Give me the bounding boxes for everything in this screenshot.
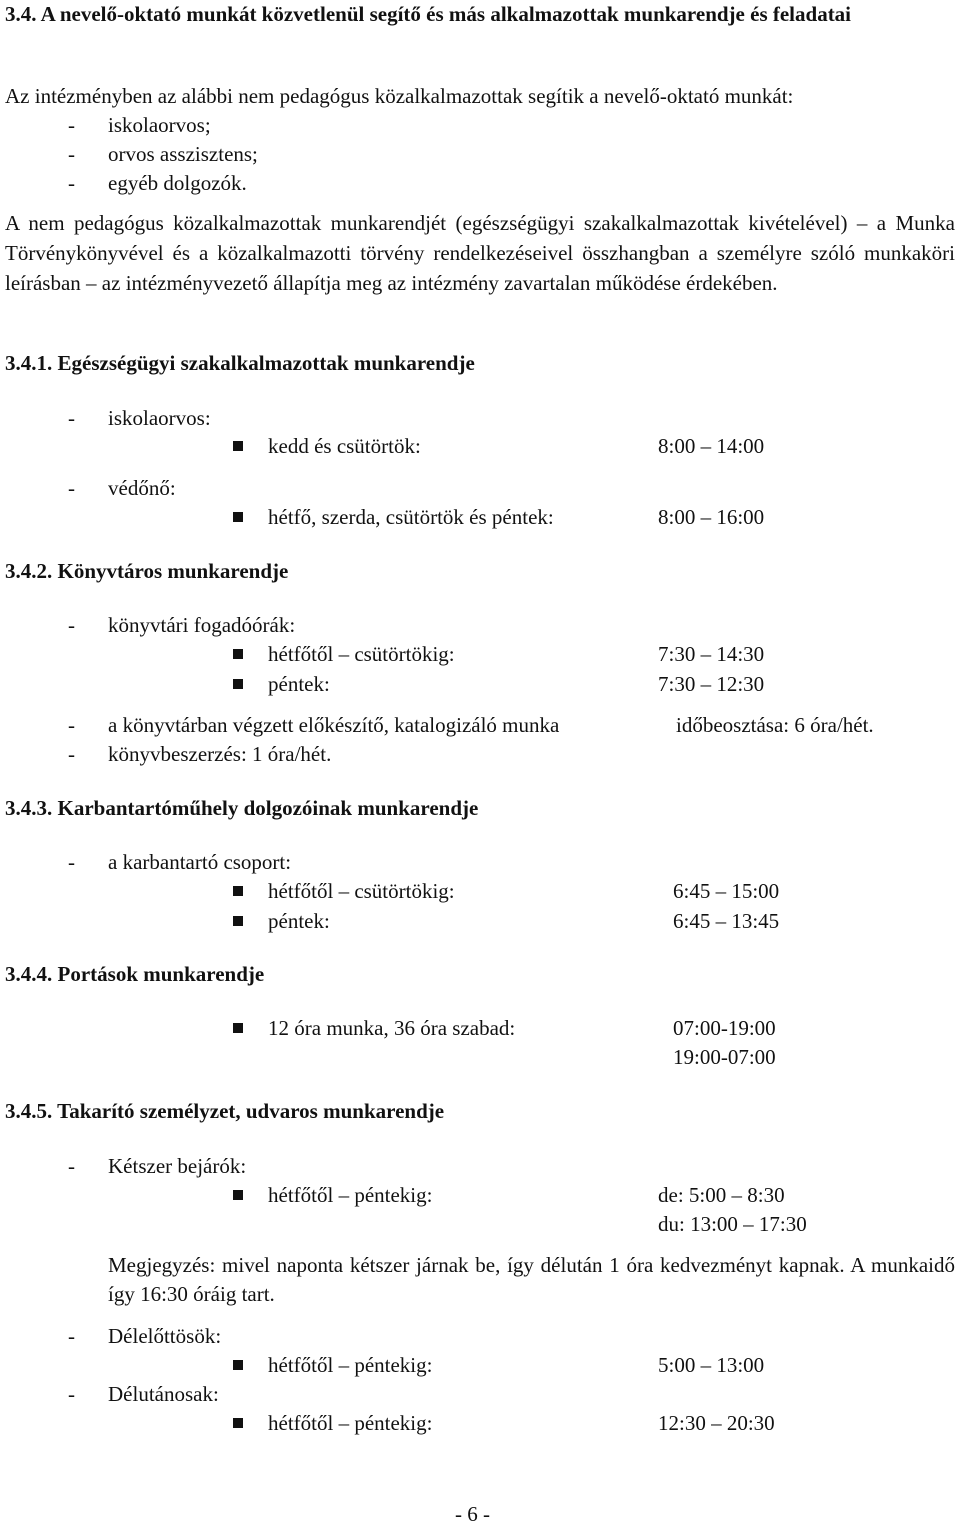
- subsection-heading: Könyvtáros munkarendje: [57, 559, 289, 583]
- square-bullet-icon: [233, 512, 243, 522]
- subsection-number: 3.4.5.: [5, 1099, 53, 1123]
- group-label: iskolaorvos:: [108, 406, 211, 430]
- list-dash: -: [68, 1154, 75, 1178]
- schedule-time: 8:00 – 14:00: [658, 434, 765, 458]
- subsection-number: 3.4.2.: [5, 559, 53, 583]
- schedule-days: hétfőtől – csütörtökig:: [268, 879, 455, 903]
- list-dash: -: [68, 113, 75, 137]
- list-item: egyéb dolgozók.: [108, 171, 247, 195]
- subsection-heading: Egészségügyi szakalkalmazottak munkarendje: [57, 351, 475, 375]
- schedule-time: 6:45 – 15:00: [673, 879, 780, 903]
- list-dash: -: [68, 171, 75, 195]
- schedule-time: du: 13:00 – 17:30: [658, 1212, 807, 1236]
- schedule-time: 7:30 – 14:30: [658, 642, 765, 666]
- list-dash: -: [68, 1324, 75, 1348]
- schedule-time: de: 5:00 – 8:30: [658, 1183, 785, 1207]
- list-dash: -: [68, 476, 75, 500]
- list-dash: -: [68, 613, 75, 637]
- section-title: 3.4. A nevelő-oktató munkát közvetlenül segítő és más alkalmazottak munkarendje és feladatai: [5, 2, 852, 26]
- list-item: a könyvtárban végzett előkészítő, katalogizáló munka: [108, 713, 560, 737]
- subsection-number: 3.4.4.: [5, 962, 53, 986]
- list-dash: -: [68, 850, 75, 874]
- list-dash: -: [68, 1382, 75, 1406]
- schedule-days: hétfőtől – péntekig:: [268, 1353, 433, 1377]
- list-dash: -: [68, 406, 75, 430]
- schedule-note-time: időbeosztása: 6 óra/hét.: [676, 713, 874, 737]
- schedule-days: 12 óra munka, 36 óra szabad:: [268, 1016, 516, 1040]
- group-label: Délelőttösök:: [108, 1324, 222, 1348]
- list-item: könyvbeszerzés: 1 óra/hét.: [108, 742, 332, 766]
- subsection-heading: Takarító személyzet, udvaros munkarendje: [57, 1099, 445, 1123]
- square-bullet-icon: [233, 679, 243, 689]
- square-bullet-icon: [233, 1360, 243, 1370]
- schedule-days: péntek:: [268, 672, 330, 696]
- square-bullet-icon: [233, 1023, 243, 1033]
- intro-line: Az intézményben az alábbi nem pedagógus közalkalmazottak segítik a nevelő-oktató munkát:: [5, 84, 794, 108]
- list-item: iskolaorvos;: [108, 113, 211, 137]
- list-dash: -: [68, 142, 75, 166]
- list-item: orvos asszisztens;: [108, 142, 258, 166]
- square-bullet-icon: [233, 916, 243, 926]
- schedule-time: 19:00-07:00: [673, 1045, 776, 1069]
- list-dash: -: [68, 713, 75, 737]
- square-bullet-icon: [233, 649, 243, 659]
- subsection-number: 3.4.3.: [5, 796, 53, 820]
- subsection-title-342: [5, 557, 288, 586]
- schedule-time: 7:30 – 12:30: [658, 672, 765, 696]
- square-bullet-icon: [233, 886, 243, 896]
- subsection-heading: Karbantartóműhely dolgozóinak munkarendje: [57, 796, 479, 820]
- group-label: védőnő:: [108, 476, 176, 500]
- schedule-time: 6:45 – 13:45: [673, 909, 780, 933]
- schedule-days: hétfőtől – péntekig:: [268, 1183, 433, 1207]
- schedule-days: hétfőtől – péntekig:: [268, 1411, 433, 1435]
- group-label: Délutánosak:: [108, 1382, 219, 1406]
- schedule-time: 8:00 – 16:00: [658, 505, 765, 529]
- schedule-days: péntek:: [268, 909, 330, 933]
- schedule-time: 12:30 – 20:30: [658, 1411, 775, 1435]
- page-number: - 6 -: [455, 1502, 490, 1526]
- subsection-number: 3.4.1.: [5, 351, 53, 375]
- subsection-title-343: [5, 794, 478, 823]
- subsection-title-345: [5, 1097, 444, 1126]
- group-label: könyvtári fogadóórák:: [108, 613, 296, 637]
- square-bullet-icon: [233, 441, 243, 451]
- subsection-title-341: [5, 349, 475, 378]
- schedule-days: kedd és csütörtök:: [268, 434, 421, 458]
- subsection-heading: Portások munkarendje: [57, 962, 265, 986]
- schedule-days: hétfőtől – csütörtökig:: [268, 642, 455, 666]
- intro-paragraph: A nem pedagógus közalkalmazottak munkarendjét (egészségügyi szakalkalmazottak kivételével) – a Munka Törvénykönyvével és a közalkalmazotti törvény rendelkezéseivel összhangban a személyre szóló munkaköri leírásban – az intézményvezető állapítja meg az intézmény zavartalan működése érdekében.: [5, 211, 955, 295]
- group-label: a karbantartó csoport:: [108, 850, 292, 874]
- group-label: Kétszer bejárók:: [108, 1154, 247, 1178]
- note-paragraph: Megjegyzés: mivel naponta kétszer járnak be, így délután 1 óra kedvezményt kapnak. A munkaidő így 16:30 óráig tart.: [108, 1253, 955, 1306]
- list-dash: -: [68, 742, 75, 766]
- square-bullet-icon: [233, 1190, 243, 1200]
- schedule-days: hétfő, szerda, csütörtök és péntek:: [268, 505, 554, 529]
- subsection-title-344: [5, 960, 264, 989]
- square-bullet-icon: [233, 1418, 243, 1428]
- schedule-time: 07:00-19:00: [673, 1016, 776, 1040]
- schedule-time: 5:00 – 13:00: [658, 1353, 765, 1377]
